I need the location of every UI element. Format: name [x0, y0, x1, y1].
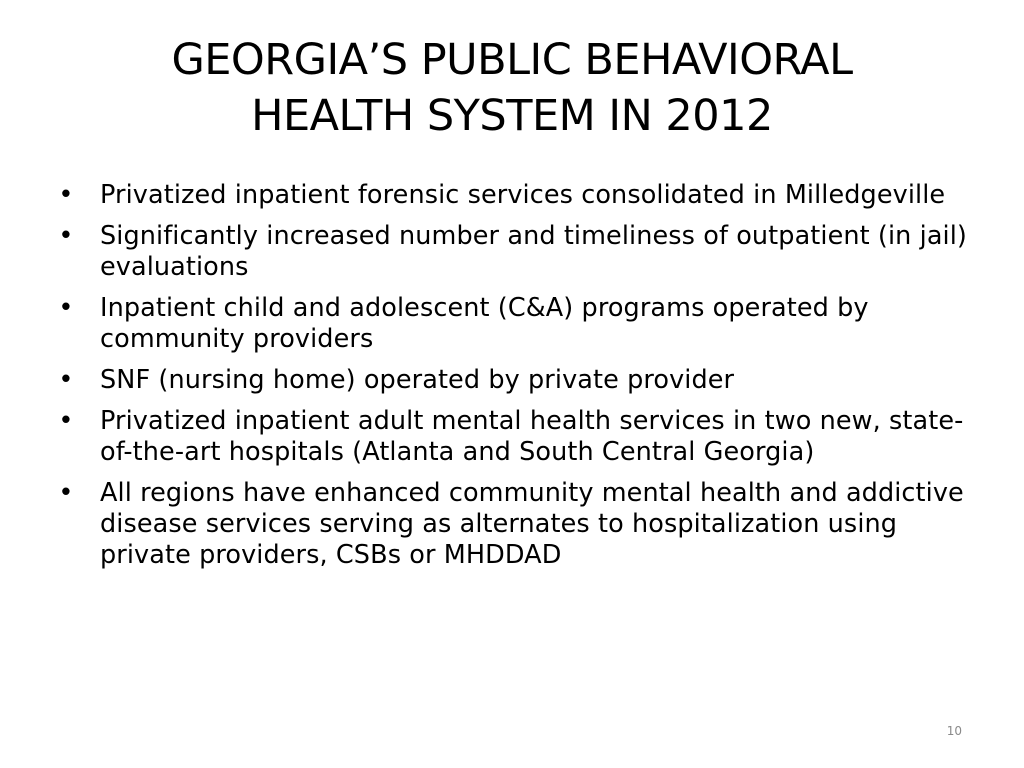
bullet-text: SNF (nursing home) operated by private provider	[100, 365, 735, 395]
bullet-item	[56, 221, 976, 283]
bullet-marker: •	[58, 221, 74, 251]
bullet-text: Privatized inpatient adult mental health services in two new, state-of-the-art hospitals (Atlanta and South Central Georgia)	[100, 406, 964, 467]
bullet-marker: •	[58, 478, 74, 508]
bullet-marker: •	[58, 293, 74, 323]
bullet-item	[56, 478, 976, 571]
bullet-text: Significantly increased number and timeliness of outpatient (in jail) evaluations	[100, 221, 967, 282]
slide-title	[60, 32, 964, 144]
slide-title-line-1: GEORGIA’S PUBLIC BEHAVIORAL	[171, 35, 853, 85]
bullet-text: All regions have enhanced community mental health and addictive disease services serving as alternates to hospitalization using private providers, CSBs or MHDDAD	[100, 478, 964, 570]
bullet-item	[56, 406, 976, 468]
bullet-list	[56, 180, 976, 581]
bullet-marker: •	[58, 365, 74, 395]
bullet-marker: •	[58, 406, 74, 436]
slide-title-line-2: HEALTH SYSTEM IN 2012	[251, 91, 773, 141]
bullet-item	[56, 293, 976, 355]
slide-number: 10	[946, 724, 962, 738]
bullet-marker: •	[58, 180, 74, 210]
bullet-item	[56, 180, 976, 211]
bullet-text: Privatized inpatient forensic services consolidated in Milledgeville	[100, 180, 946, 210]
bullet-text: Inpatient child and adolescent (C&A) programs operated by community providers	[100, 293, 869, 354]
bullet-item	[56, 365, 976, 396]
